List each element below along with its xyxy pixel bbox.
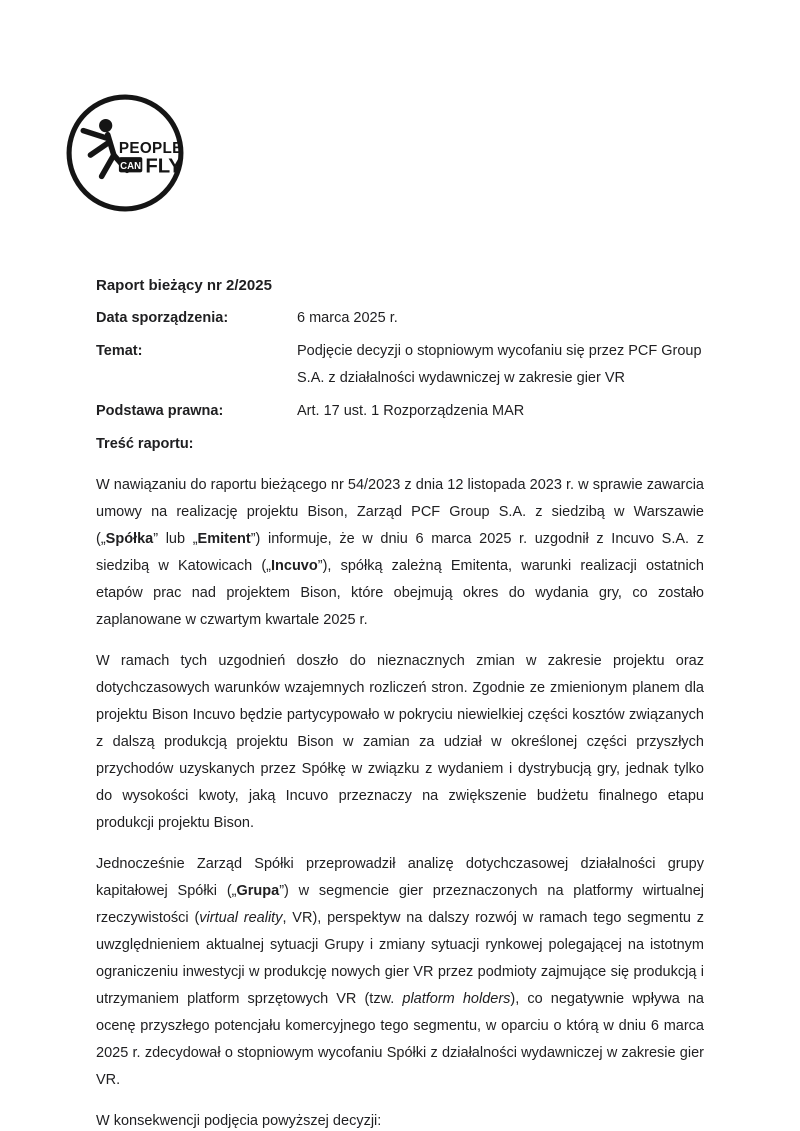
paragraph-1: W nawiązaniu do raportu bieżącego nr 54/2023 z dnia 12 listopada 2023 r. w sprawie zawarcia umowy na realizację projektu Bison, Zarząd PCF Group S.A. z siedzibą w Warszawie („Spółka” lub „Emitent”) informuje, że w dniu 6 marca 2025 r. uzgodnił z Incuvo S.A. z siedzibą w Katowicach („Incuvo”), spółką zależną Emitenta, warunki realizacji ostatnich etapów prac nad projektem Bison, które obejmują okres do wydania gry, co zostało zaplanowane w czwartym kwartale 2025 r. bbox=[96, 477, 704, 628]
logo-text-fly: FLY bbox=[145, 155, 182, 178]
paragraph-3: Jednocześnie Zarząd Spółki przeprowadził analizę dotychczasowej działalności grupy kapitałowej Spółki („Grupa”) w segmencie gier przeznaczonych na platformy wirtualnej rzeczywistości (virtual reality, VR), perspektyw na dalszy rozwój w ramach tego segmentu z uwzględnieniem aktualnej sytuacji Grupy i zmiany sytuacji rynkowej polegającej na istotnym ograniczeniu inwestycji w produkcję nowych gier VR przez podmioty zajmujące się produkcją i utrzymaniem platform sprzętowych VR (tzw. platform holders), co negatywnie wpływa na ocenę przyszłego potencjału komercyjnego tego segmentu, w oparciu o którą w dniu 6 marca 2025 r. zdecydował o stopniowym wycofaniu Spółki z działalności wydawniczej w zakresie gier VR. bbox=[96, 856, 705, 1088]
field-label-legal-basis: Podstawa prawna: bbox=[96, 403, 224, 419]
field-value-date: 6 marca 2025 r. bbox=[297, 310, 398, 326]
paragraph-2: W ramach tych uzgodnień doszło do nieznacznych zmian w zakresie projektu oraz dotychczasowych warunków wzajemnych rozliczeń stron. Zgodnie ze zmienionym planem dla projektu Bison Incuvo będzie partycypowało w pokryciu niewielkiej części kosztów związanych z dalszą produkcją projektu Bison w zamian za udział w określonej części przyszłych przychodów uzyskanych przez Spółkę w związku z wydaniem i dystrybucją gry, jednak tylko do wysokości kwoty, jaką Incuvo przeznaczy na zwiększenie budżetu finalnego etapu produkcji projektu Bison. bbox=[96, 653, 704, 831]
field-row-legal-basis bbox=[96, 398, 704, 425]
logo-text-people: PEOPLE bbox=[118, 140, 183, 157]
field-label-date: Data sporządzenia: bbox=[96, 310, 229, 326]
meta-fields bbox=[96, 305, 704, 425]
paragraph-4: W konsekwencji podjęcia powyższej decyzji: bbox=[96, 1113, 382, 1129]
field-label-subject: Temat: bbox=[96, 343, 143, 359]
logo-text-can: CAN bbox=[120, 160, 142, 172]
people-can-fly-logo bbox=[64, 92, 186, 214]
field-row-subject bbox=[96, 338, 704, 392]
field-value-legal-basis: Art. 17 ust. 1 Rozporządzenia MAR bbox=[297, 403, 525, 419]
field-value-subject: Podjęcie decyzji o stopniowym wycofaniu się przez PCF Group S.A. z działalności wydawniczej w zakresie gier VR bbox=[297, 343, 702, 386]
company-logo bbox=[64, 92, 186, 214]
report-body bbox=[96, 472, 704, 1131]
report-title: Raport bieżący nr 2/2025 bbox=[96, 277, 272, 294]
report-content-heading: Treść raportu: bbox=[96, 436, 194, 452]
field-row-date bbox=[96, 305, 704, 332]
